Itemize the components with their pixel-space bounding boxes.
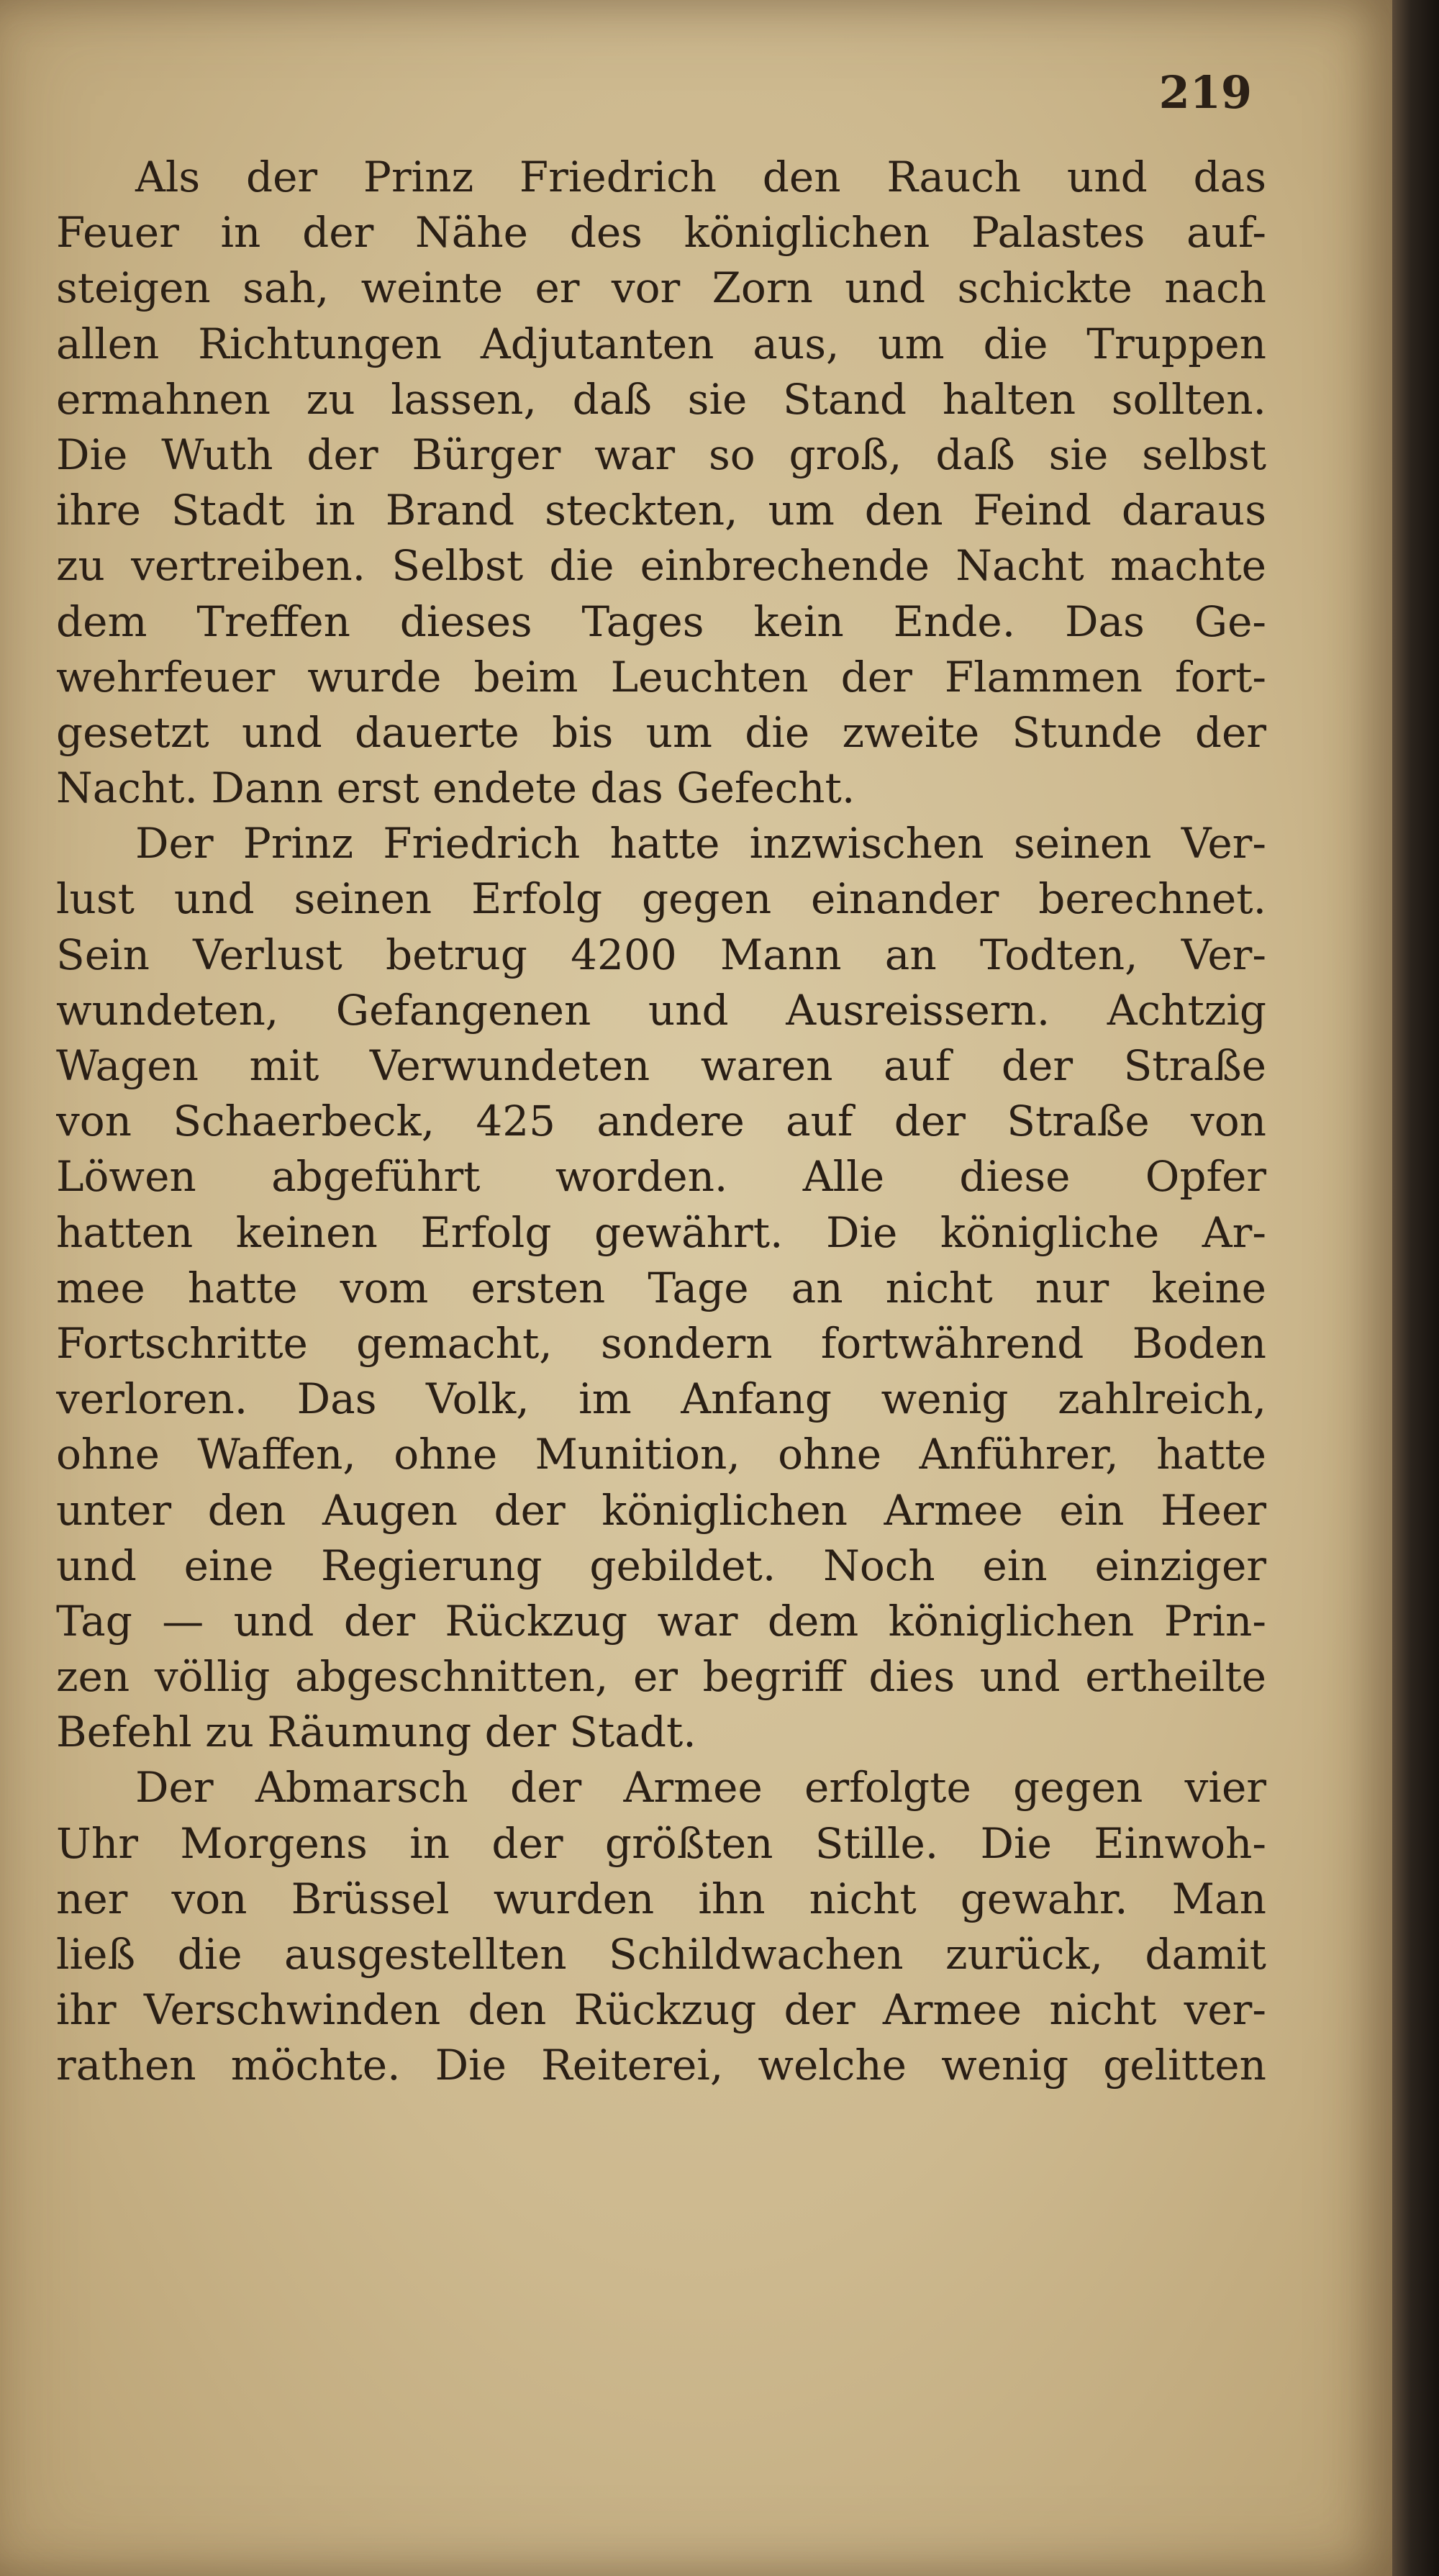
text-line: rathen möchte. Die Reiterei, welche wenig gelitten — [56, 2041, 1266, 2090]
text-line: Als der Prinz Friedrich den Rauch und das — [135, 153, 1266, 201]
text-line: Befehl zu Räumung der Stadt. — [56, 1707, 696, 1757]
text-line: ermahnen zu lassen, daß sie Stand halten sollten. — [56, 374, 1266, 424]
text-line: Tag — und der Rückzug war dem königlichen Prin- — [56, 1596, 1266, 1646]
text-line: Der Prinz Friedrich hatte inzwischen seinen Ver- — [135, 819, 1266, 869]
text-line: zu vertreiben. Selbst die einbrechende Nacht machte — [56, 541, 1266, 591]
body-text — [56, 150, 1266, 2094]
text-line: mee hatte vom ersten Tage an nicht nur keine — [56, 1263, 1266, 1312]
text-line: dem Treffen dieses Tages kein Ende. Das Ge- — [56, 597, 1266, 646]
text-line: Der Abmarsch der Armee erfolgte gegen vier — [135, 1763, 1266, 1813]
text-line: ließ die ausgestellten Schildwachen zurück, damit — [56, 1930, 1266, 1979]
text-line: Wagen mit Verwundeten waren auf der Straße — [56, 1041, 1266, 1090]
text-line: gesetzt und dauerte bis um die zweite Stunde der — [56, 707, 1266, 757]
text-line: unter den Augen der königlichen Armee ein Heer — [56, 1485, 1266, 1535]
text-line: verloren. Das Volk, im Anfang wenig zahlreich, — [56, 1374, 1266, 1424]
text-line: hatten keinen Erfolg gewährt. Die königliche Ar- — [56, 1207, 1266, 1257]
text-line: Fortschritte gemacht, sondern fortwährend Boden — [56, 1318, 1266, 1368]
text-line: von Schaerbeck, 425 andere auf der Straße von — [56, 1097, 1266, 1146]
text-line: Die Wuth der Bürger war so groß, daß sie selbst — [56, 430, 1266, 479]
text-line: allen Richtungen Adjutanten aus, um die Truppen — [56, 319, 1266, 368]
page-number: 219 — [1158, 66, 1252, 119]
text-line: wundeten, Gefangenen und Ausreissern. Achtzig — [56, 985, 1266, 1035]
page-edge — [1392, 0, 1439, 2576]
text-line: und eine Regierung gebildet. Noch ein einziger — [56, 1541, 1266, 1590]
text-line: Sein Verlust betrug 4200 Mann an Todten, Ver- — [56, 930, 1266, 979]
text-line: Feuer in der Nähe des königlichen Palastes auf- — [56, 208, 1266, 258]
text-line: Nacht. Dann erst endete das Gefecht. — [56, 763, 855, 813]
text-line: Löwen abgeführt worden. Alle diese Opfer — [56, 1152, 1266, 1202]
text-line: zen völlig abgeschnitten, er begriff dies und ertheilte — [56, 1652, 1266, 1702]
text-line: lust und seinen Erfolg gegen einander berechnet. — [56, 874, 1266, 924]
text-line: ner von Brüssel wurden ihn nicht gewahr. Man — [56, 1874, 1266, 1923]
text-line: ohne Waffen, ohne Munition, ohne Anführer, hatte — [56, 1430, 1266, 1479]
text-line: ihre Stadt in Brand steckten, um den Feind daraus — [56, 486, 1266, 535]
text-line: ihr Verschwinden den Rückzug der Armee nicht ver- — [56, 1985, 1266, 2035]
text-line: wehrfeuer wurde beim Leuchten der Flammen fort- — [56, 652, 1266, 702]
text-line: steigen sah, weinte er vor Zorn und schickte nach — [56, 263, 1266, 313]
text-line: Uhr Morgens in der größten Stille. Die Einwoh- — [56, 1818, 1266, 1868]
